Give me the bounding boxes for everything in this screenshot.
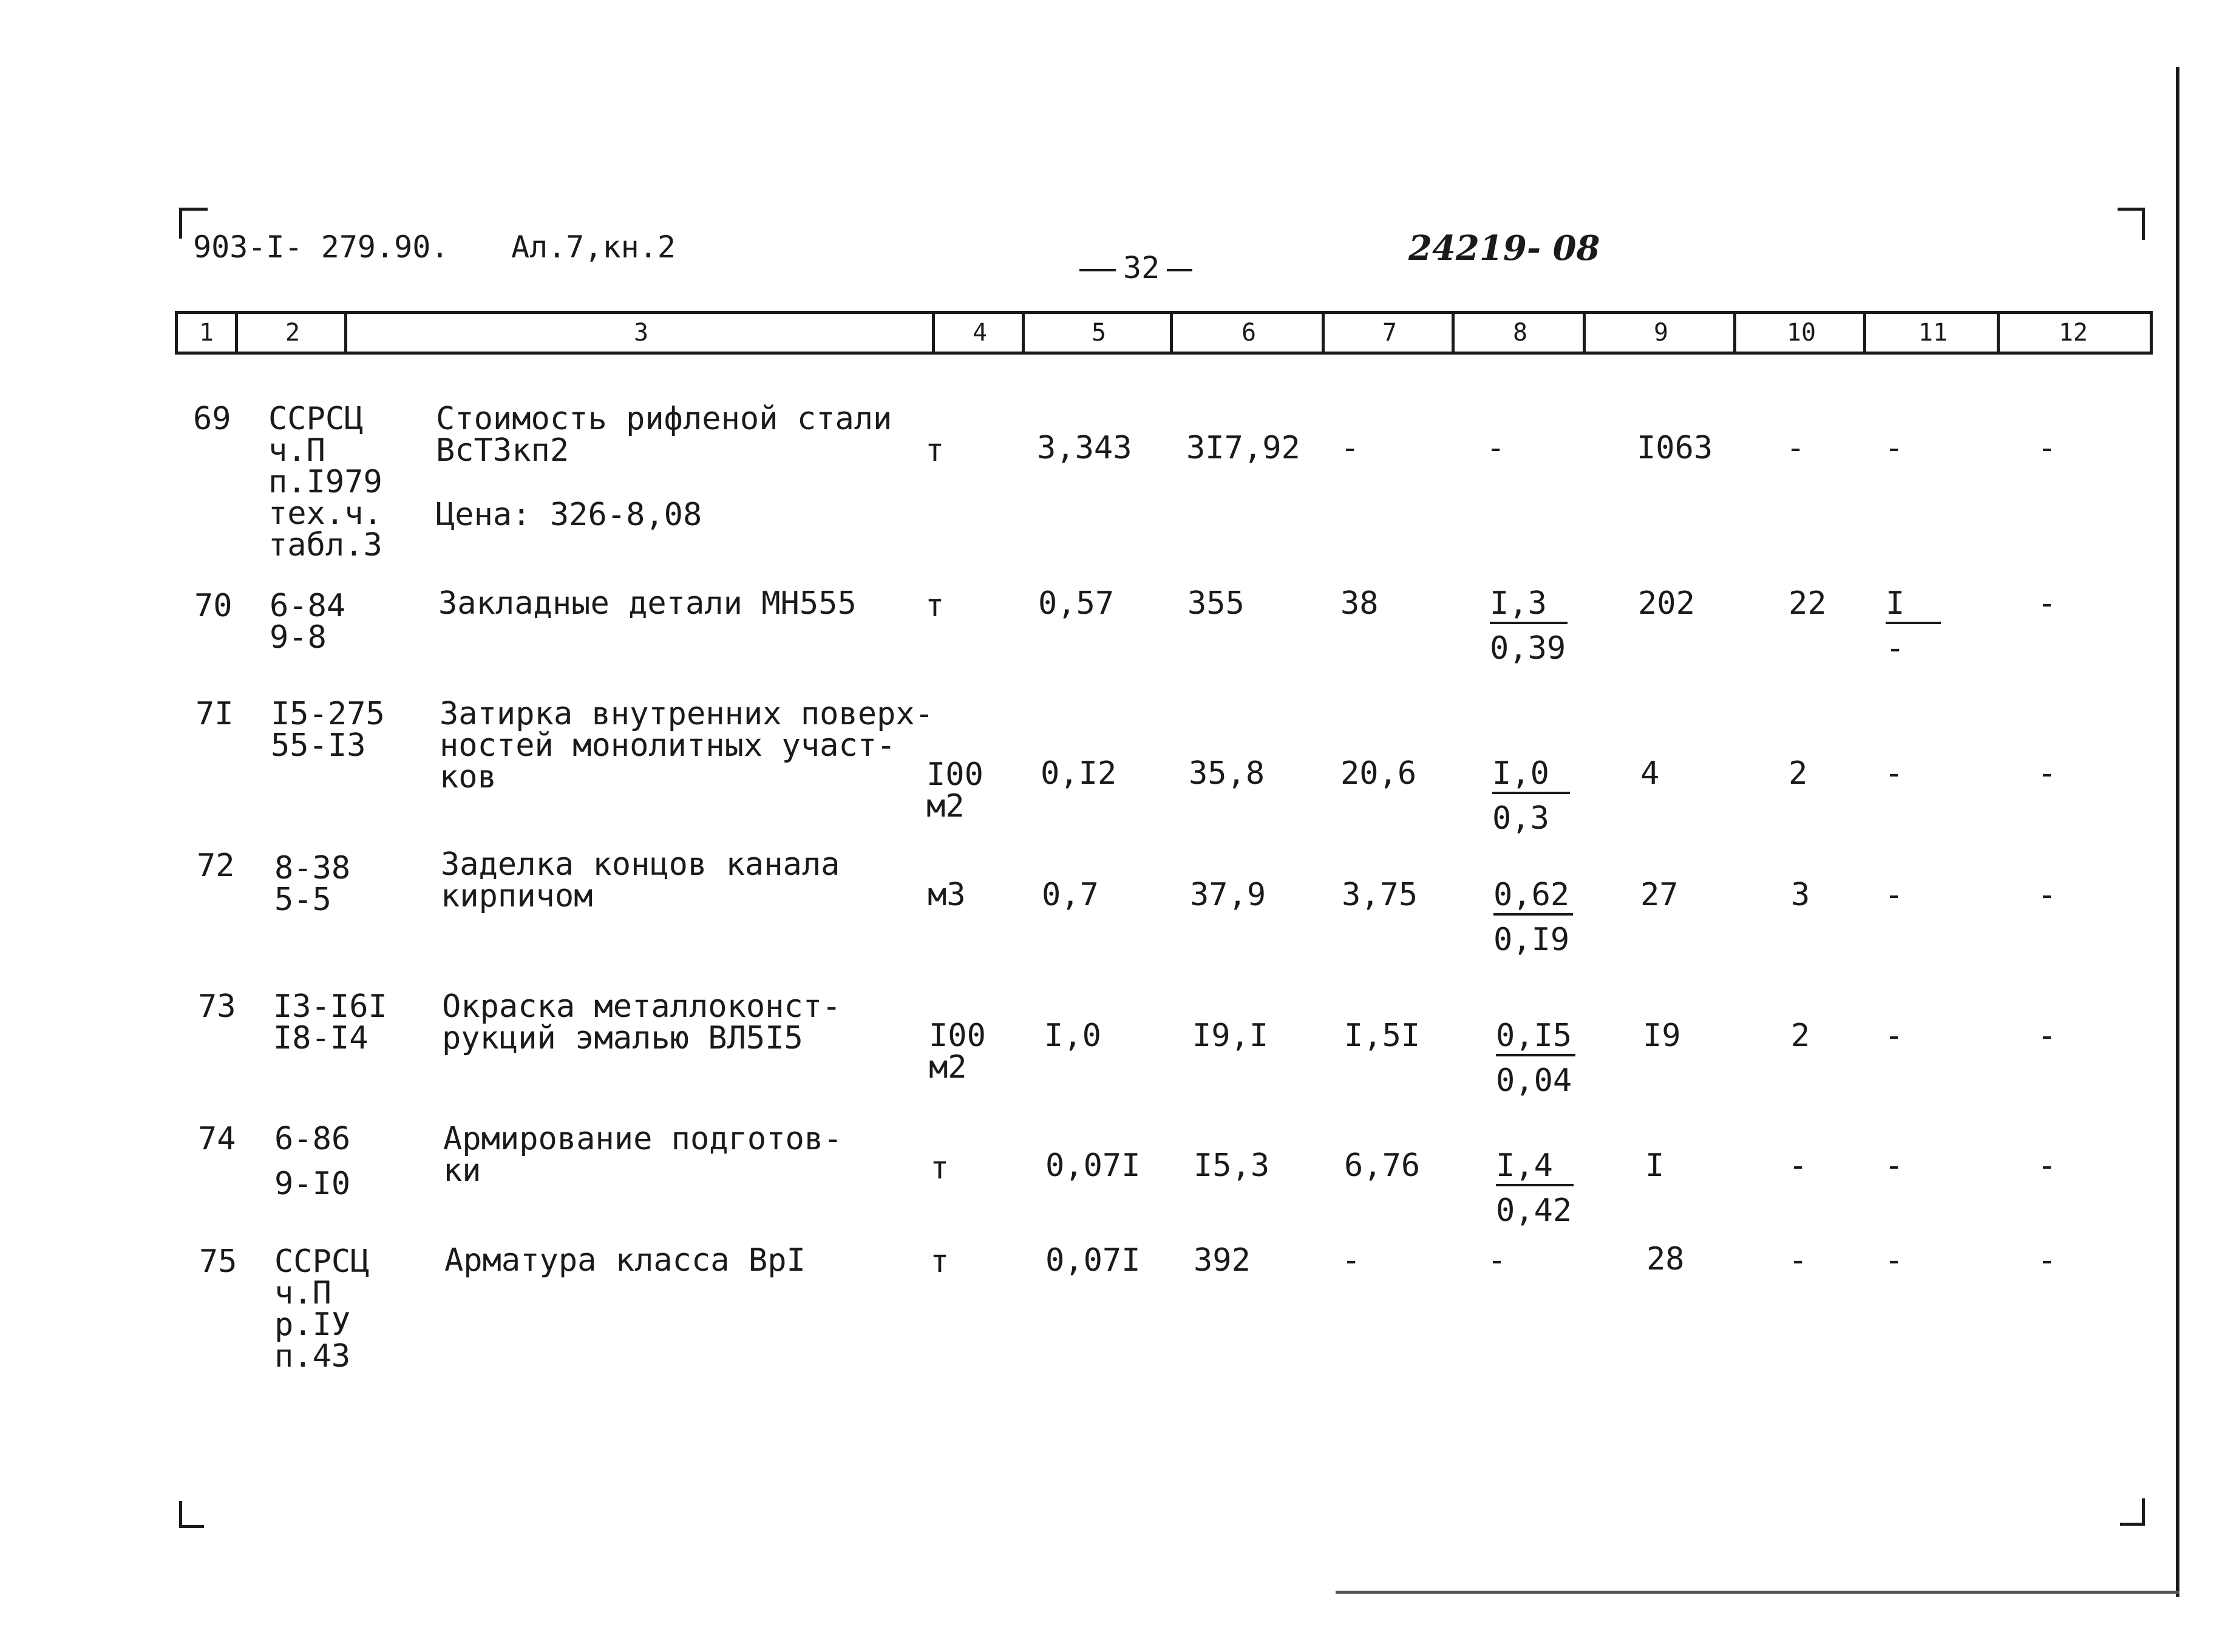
row-number: 73 bbox=[198, 988, 236, 1025]
row-description: Затирка внутренних поверх- ностей монолитных участ- ков bbox=[440, 696, 934, 795]
album-label: Ал.7,кн.2 bbox=[511, 229, 676, 265]
row-number: 69 bbox=[193, 401, 231, 437]
col-num-10: 10 bbox=[1733, 314, 1866, 352]
fraction-numerator: 0,62 bbox=[1493, 879, 1573, 916]
row-unit: т bbox=[925, 432, 945, 469]
row-description: Заделка концов канала кирпичом bbox=[441, 846, 840, 914]
col-num-9: 9 bbox=[1583, 314, 1736, 352]
row-col11: - bbox=[1884, 1018, 1904, 1054]
row-unit-price: 35,8 bbox=[1189, 755, 1265, 792]
row-quantity: 0,57 bbox=[1038, 585, 1115, 622]
fraction-numerator: I bbox=[1886, 588, 1941, 624]
row-col10: 2 bbox=[1788, 755, 1808, 792]
page-number bbox=[1079, 250, 1192, 285]
row-unit-price: 355 bbox=[1187, 585, 1245, 622]
row-unit-price: I5,3 bbox=[1194, 1147, 1270, 1184]
row-code: 6-84 9-8 bbox=[270, 588, 346, 656]
col-num-2: 2 bbox=[235, 314, 347, 352]
fraction-denominator: 0,3 bbox=[1492, 800, 1549, 837]
row-col10: 2 bbox=[1791, 1018, 1810, 1054]
row-number: 72 bbox=[197, 848, 235, 884]
row-col7: 3,75 bbox=[1342, 877, 1418, 913]
row-col8-fraction bbox=[1493, 879, 1573, 956]
row-number: 75 bbox=[199, 1243, 237, 1280]
row-unit: I00 м2 bbox=[926, 756, 983, 824]
row-col12: - bbox=[2037, 1147, 2057, 1184]
fraction-numerator: 0,I5 bbox=[1496, 1020, 1575, 1056]
row-col12: - bbox=[2037, 585, 2057, 622]
col-num-11: 11 bbox=[1863, 314, 2000, 352]
row-col8: - bbox=[1486, 430, 1506, 466]
row-code: 6-86 9-I0 bbox=[274, 1121, 351, 1202]
row-code: ССРСЦ ч.П п.I979 тех.ч. табл.3 bbox=[268, 401, 382, 563]
row-col8: - bbox=[1487, 1242, 1507, 1279]
row-col11: - bbox=[1884, 430, 1904, 466]
row-col10: - bbox=[1788, 1242, 1808, 1279]
row-col7: 38 bbox=[1340, 585, 1379, 622]
row-col7: - bbox=[1340, 430, 1360, 466]
row-col8-fraction bbox=[1492, 755, 1570, 837]
row-col9: I063 bbox=[1637, 430, 1713, 466]
corner-mark-bottom-right bbox=[2120, 1498, 2145, 1526]
fraction-denominator: 0,42 bbox=[1496, 1192, 1572, 1229]
row-col7: - bbox=[1342, 1242, 1361, 1279]
row-description: Закладные детали МН555 bbox=[438, 585, 857, 622]
fraction-denominator: - bbox=[1886, 630, 1905, 667]
row-quantity: 0,7 bbox=[1042, 877, 1099, 913]
fraction-numerator: I,3 bbox=[1490, 588, 1568, 624]
row-quantity: 0,07I bbox=[1045, 1147, 1141, 1184]
row-col11: - bbox=[1884, 1242, 1904, 1279]
row-col12: - bbox=[2037, 430, 2057, 466]
col-num-4: 4 bbox=[932, 314, 1025, 352]
corner-mark-top-right bbox=[2118, 208, 2145, 240]
row-unit-price: 37,9 bbox=[1190, 877, 1266, 913]
row-unit: т bbox=[930, 1243, 949, 1280]
row-number: 70 bbox=[194, 588, 233, 624]
fraction-denominator: 0,39 bbox=[1490, 630, 1566, 667]
row-number: 74 bbox=[198, 1121, 236, 1157]
fraction-numerator: I,4 bbox=[1496, 1150, 1574, 1186]
row-col9: 28 bbox=[1646, 1241, 1685, 1277]
row-quantity: 3,343 bbox=[1037, 430, 1132, 466]
row-col12: - bbox=[2037, 755, 2057, 792]
row-unit-price: 3I7,92 bbox=[1186, 430, 1300, 466]
row-unit: м3 bbox=[928, 877, 966, 913]
column-number-strip bbox=[175, 311, 2153, 355]
row-quantity: 0,I2 bbox=[1041, 755, 1117, 792]
row-description: Армирование подготов- ки bbox=[443, 1121, 843, 1189]
col-num-12: 12 bbox=[1997, 314, 2147, 352]
row-note: Цена: 326-8,08 bbox=[436, 497, 702, 533]
row-col11: - bbox=[1884, 877, 1904, 913]
col-num-3: 3 bbox=[344, 314, 935, 352]
row-col11: - bbox=[1884, 755, 1904, 792]
row-col7: I,5I bbox=[1344, 1018, 1421, 1054]
row-description: Стоимость рифленой стали ВсТ3кп2 Цена: 326-8,08 bbox=[436, 401, 892, 533]
row-col11-fraction bbox=[1886, 585, 1941, 667]
row-unit: т bbox=[925, 588, 945, 624]
row-col12: - bbox=[2037, 1018, 2057, 1054]
row-number: 7I bbox=[195, 696, 234, 732]
row-code: I3-I6I I8-I4 bbox=[273, 988, 387, 1056]
inventory-number: 24219- 08 bbox=[1408, 228, 1600, 268]
fraction-denominator: 0,I9 bbox=[1493, 922, 1570, 958]
col-num-6: 6 bbox=[1170, 314, 1325, 352]
row-unit: I00 м2 bbox=[929, 1018, 986, 1086]
row-col9: I bbox=[1645, 1147, 1665, 1184]
row-code: ССРСЦ ч.П р.IУ п.43 bbox=[274, 1243, 370, 1375]
col-num-7: 7 bbox=[1322, 314, 1455, 352]
row-unit: т bbox=[930, 1150, 949, 1186]
row-unit-price: I9,I bbox=[1192, 1018, 1269, 1054]
row-col9: 4 bbox=[1640, 755, 1660, 792]
row-col12: - bbox=[2037, 877, 2057, 913]
row-quantity: I,0 bbox=[1044, 1018, 1101, 1054]
corner-mark-bottom-left bbox=[179, 1501, 204, 1528]
col-num-1: 1 bbox=[199, 319, 214, 347]
row-description: Арматура класса ВрI bbox=[444, 1242, 806, 1279]
col-num-5: 5 bbox=[1022, 314, 1173, 352]
col-num-8: 8 bbox=[1452, 314, 1586, 352]
row-col8-fraction bbox=[1490, 585, 1568, 667]
row-description: Окраска металлоконст- рукций эмалью ВЛ5I5 bbox=[442, 988, 841, 1056]
right-margin-line bbox=[2176, 67, 2179, 1597]
row-col8-fraction bbox=[1496, 1018, 1575, 1099]
row-col10: 22 bbox=[1788, 585, 1827, 622]
row-col9: I9 bbox=[1643, 1018, 1681, 1054]
row-col10: - bbox=[1786, 430, 1805, 466]
row-col8-fraction bbox=[1496, 1147, 1574, 1229]
row-col12: - bbox=[2037, 1242, 2057, 1279]
row-code: 8-38 5-5 bbox=[274, 850, 351, 918]
doc-code: 903-I- 279.90. bbox=[193, 229, 449, 265]
row-col9: 202 bbox=[1638, 585, 1695, 622]
row-quantity: 0,07I bbox=[1045, 1242, 1141, 1279]
row-col11: - bbox=[1884, 1147, 1904, 1184]
row-col10: - bbox=[1788, 1147, 1808, 1184]
row-col7: 20,6 bbox=[1340, 755, 1417, 792]
row-col10: 3 bbox=[1791, 877, 1810, 913]
fraction-numerator: I,0 bbox=[1492, 758, 1570, 794]
page-number-value: 32 bbox=[1123, 250, 1160, 285]
row-col7: 6,76 bbox=[1344, 1147, 1421, 1184]
bottom-margin-line bbox=[1336, 1591, 2179, 1594]
fraction-denominator: 0,04 bbox=[1496, 1062, 1572, 1099]
row-code: I5-275 55-I3 bbox=[271, 696, 385, 764]
row-col9: 27 bbox=[1640, 877, 1679, 913]
row-unit-price: 392 bbox=[1194, 1242, 1251, 1279]
